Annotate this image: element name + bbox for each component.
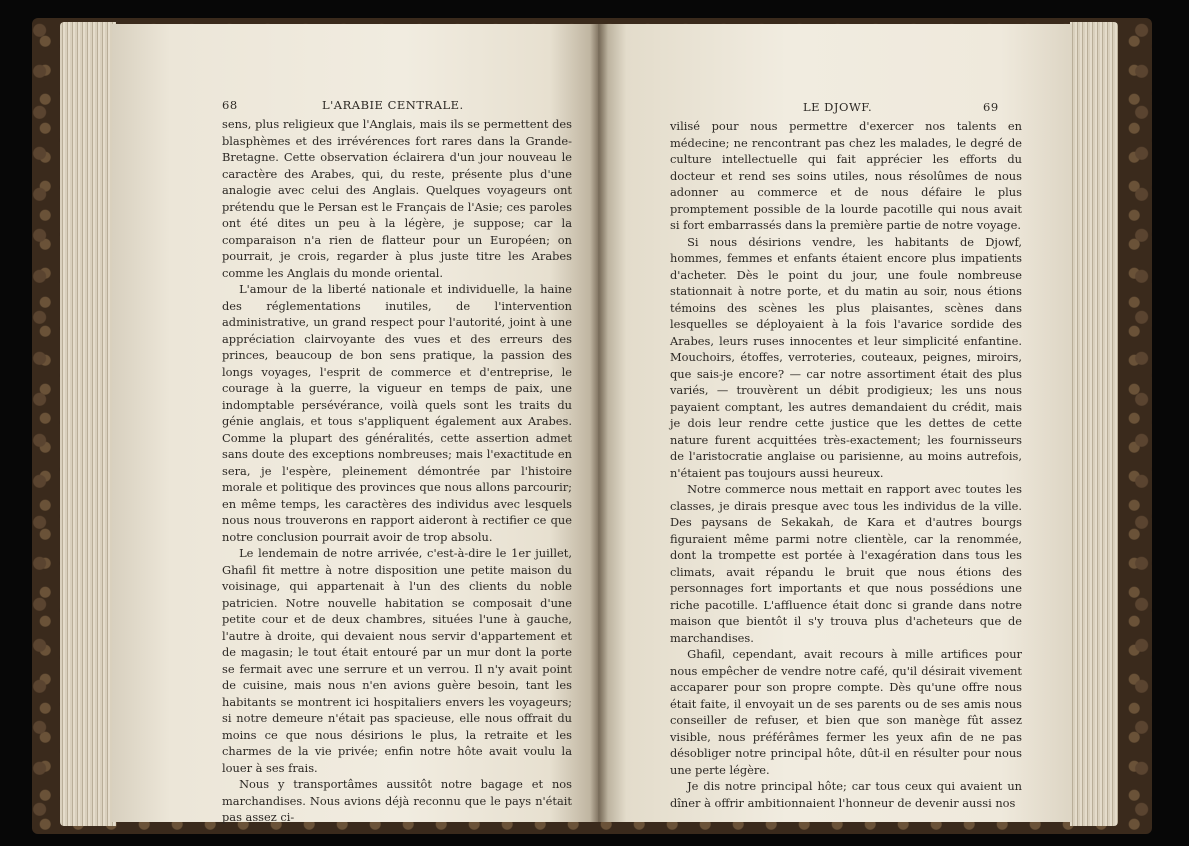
right-paragraph: Je dis notre principal hôte; car tous ceux qui avaient un dîner à offrir ambitionnaient l'honneur de devenir aussi nos [670,779,1022,810]
left-page-edges [60,22,116,826]
left-paragraph: sens, plus religieux que l'Anglais, mais ils se permettent des blasphèmes et des irrévérences fort rares dans la Grande-Bretagne. Cette observation éclairera d'un jour nouveau le caractère des Arabes, qui, du reste, présente plus d'une analogie avec celui des Anglais. Quelques voyageurs ont prétendu que le Persan est le Français de l'Asie; ces paroles ont été dites un peu à la légère, je suppose; car la comparaison n'a rien de flatteur pour un Européen; on pourrait, je crois, regarder à plus juste titre les Arabes comme les Anglais du monde oriental. [222,117,572,280]
left-page-number: 68 [222,98,238,112]
left-paragraph: Nous y transportâmes aussitôt notre bagage et nos marchandises. Nous avions déjà reconnu que le pays n'était pas assez ci- [222,777,572,824]
left-paragraph: L'amour de la liberté nationale et individuelle, la haine des réglementations inutiles, de l'intervention administrative, un grand respect pour l'autorité, joint à une appréciation clairvoyante des vues et des erreurs des princes, beaucoup de bon sens pratique, la passion des longs voyages, l'esprit de commerce et d'entreprise, le courage à la guerre, la vigueur en temps de paix, une indomptable persévérance, voilà quels sont les traits du génie anglais, et tous s'appliquent également aux Arabes. Comme la plupart des généralités, cette assertion admet sans doute des exceptions nombreuses; mais l'exactitude en sera, je l'espère, pleinement démontrée par l'histoire morale et politique des provinces que nous allons parcourir; en même temps, les caractères des individus avec lesquels nous nous trouverons en rapport aideront à rectifier ce que notre conclusion pourrait avoir de trop absolu. [222,282,572,544]
right-body-text [670,118,1022,811]
left-paragraph: Le lendemain de notre arrivée, c'est-à-dire le 1er juillet, Ghafil fit mettre à notre disposition une petite maison du voisinage, qui appartenait à l'un des clients du noble patricien. Notre nouvelle habitation se composait d'une petite cour et de deux chambres, situées l'une à gauche, l'autre à droite, qui devaient nous servir d'appartement et de magasin; le tout était entouré par un mur dont la porte se fermait avec une serrure et un verrou. Il n'y avait point de cuisine, mais nous n'en avions guère besoin, tant les habitants se montrent ici hospitaliers envers les voyageurs; si notre demeure n'était pas spacieuse, elle nous offrait du moins ce que nous désirions le plus, la retraite et les charmes de la vie privée; enfin notre hôte avait voulu la louer à ses frais. [222,546,572,775]
right-paragraph: Ghafil, cependant, avait recours à mille artifices pour nous empêcher de vendre notre café, qu'il désirait vivement accaparer pour son propre compte. Dès qu'une offre nous était faite, il envoyait un de ses parents ou de ses amis nous conseiller de refuser, et bien que son manège fût assez visible, nous préférâmes fermer les yeux afin de ne pas désobliger notre principal hôte, dût-il en résulter pour nous une perte légère. [670,647,1022,777]
left-body-text [222,116,572,826]
right-paragraph: Notre commerce nous mettait en rapport avec toutes les classes, je dirais presque avec tous les individus de la ville. Des paysans de Sekakah, de Kara et d'autres bourgs figuraient même parmi notre clientèle, car la renommée, dont la trompette est portée à l'exagération dans tous les climats, avait répandu le bruit que nous étions des personnages fort importants et que nous possédions une riche pacotille. L'affluence était donc si grande dans notre maison que bientôt il s'y trouva plus d'acheteurs que de marchandises. [670,482,1022,645]
left-running-head: L'ARABIE CENTRALE. [322,98,464,112]
left-page [112,24,598,822]
right-running-head: LE DJOWF. [803,100,873,114]
right-paragraph: vilisé pour nous permettre d'exercer nos talents en médecine; ne rencontrant pas chez les malades, le degré de culture intellectuelle qui fait apprécier les efforts du docteur et rend ses soins utiles, nous résolûmes de nous adonner au commerce et de nous défaire le plus promptement possible de la lourde pacotille qui nous avait si fort embarrassés dans la première partie de notre voyage. [670,119,1022,232]
book-gutter [590,24,608,822]
right-paragraph: Si nous désirions vendre, les habitants de Djowf, hommes, femmes et enfants étaient encore plus impatients d'acheter. Dès le point du jour, une foule nombreuse stationnait à notre porte, et du matin au soir, nous étions témoins des scènes les plus plaisantes, scènes dans lesquelles se déployaient à la fois l'avarice sordide des Arabes, leurs ruses innocentes et leur simplicité enfantine. Mouchoirs, étoffes, verroteries, couteaux, peignes, miroirs, que sais-je encore? — car notre assortiment était des plus variés, — trouvèrent un débit prodigieux; les uns nous payaient comptant, les autres demandaient du crédit, mais je dois leur rendre cette justice que les dettes de cette nature furent acquittées très-exactement; les fournisseurs de l'aristocratie anglaise ou parisienne, au moins autrefois, n'étaient pas toujours aussi heureux. [670,234,1022,480]
right-page-number: 69 [983,100,999,114]
right-page [598,24,1072,822]
right-page-edges [1070,22,1118,826]
